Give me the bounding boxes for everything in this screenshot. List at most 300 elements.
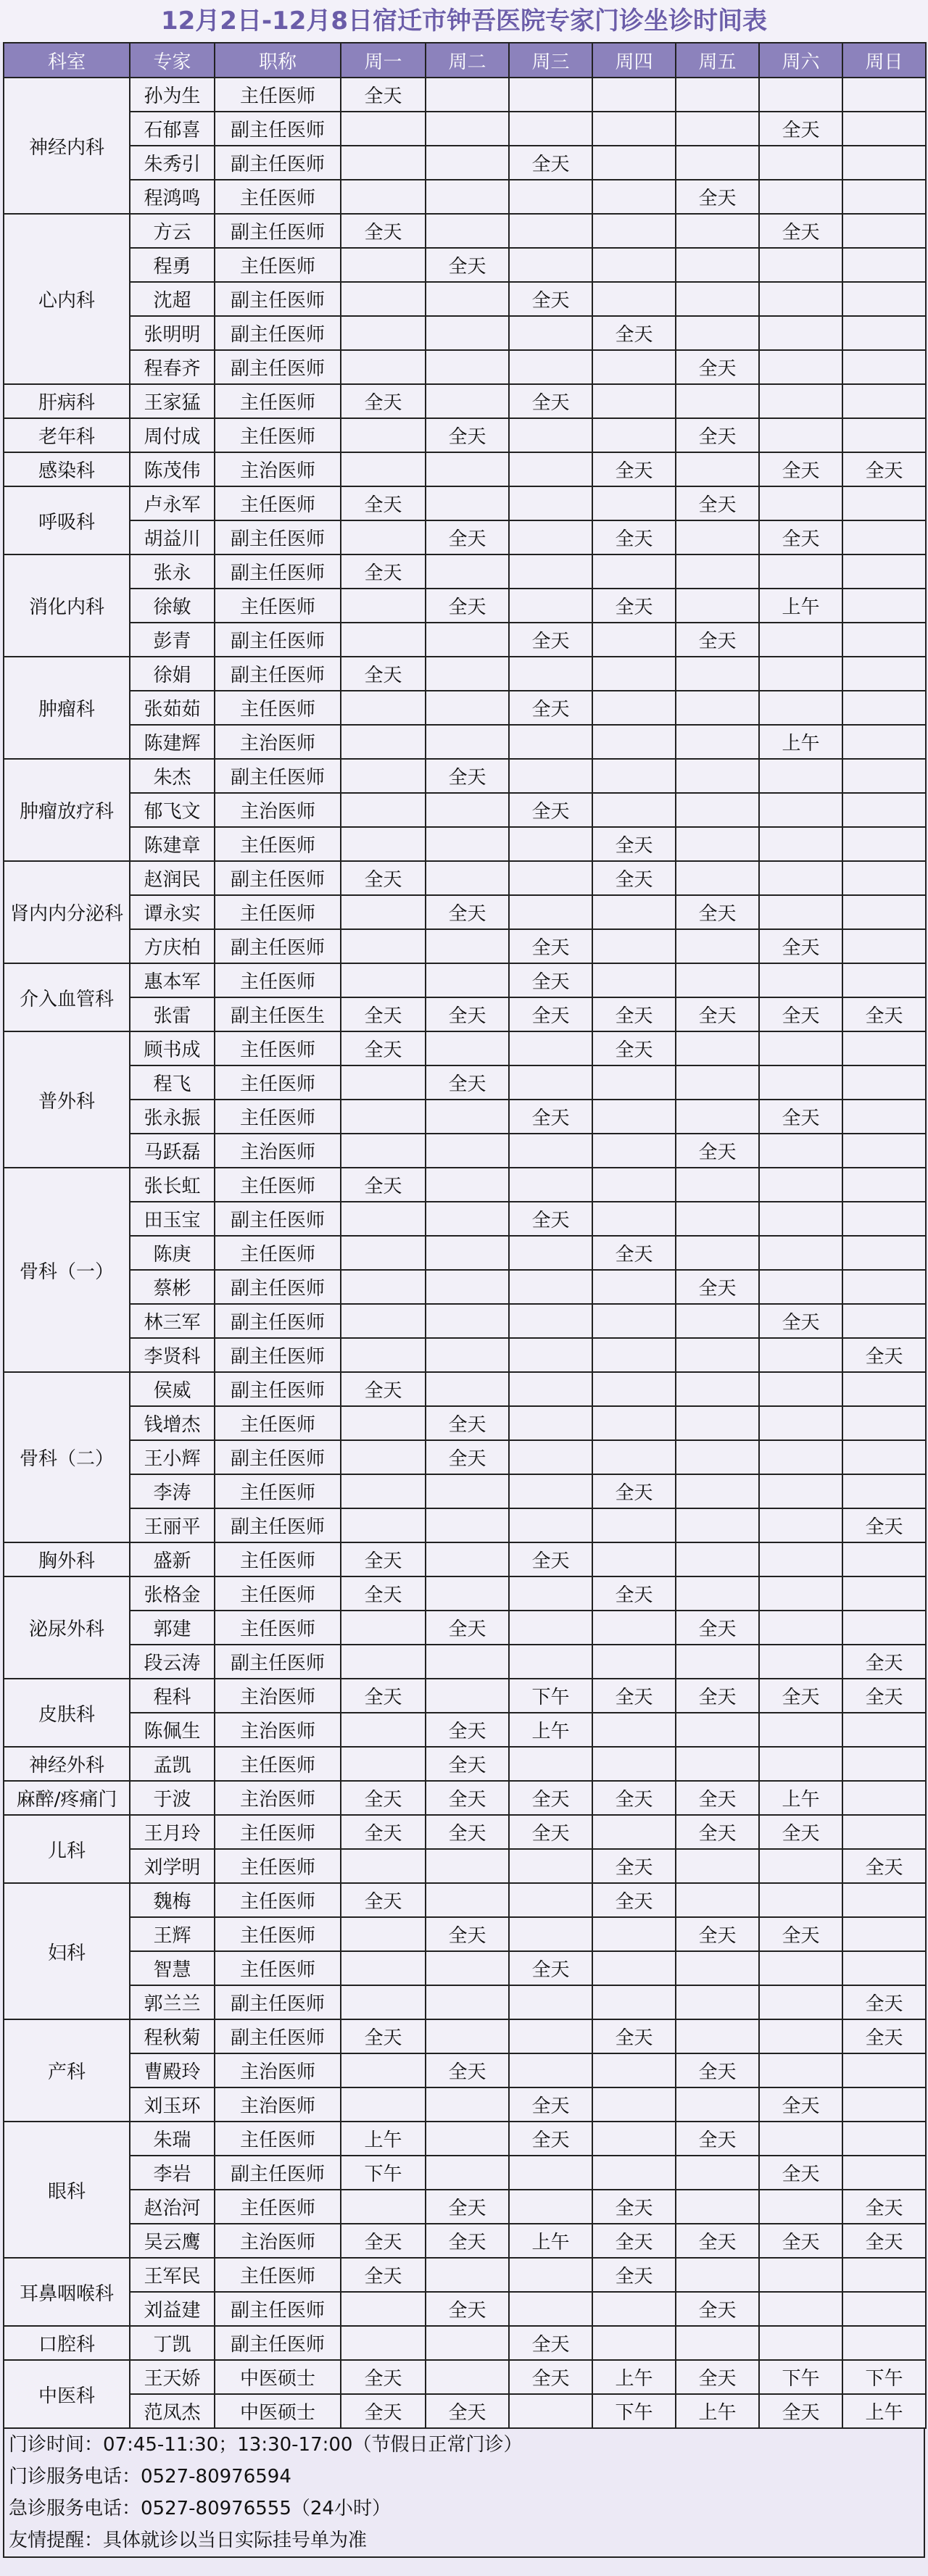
service-phone: 门诊服务电话：0527-80976594 [9,2466,291,2488]
schedule-cell-wed [509,657,592,691]
schedule-cell-tue [426,1679,509,1713]
schedule-cell-thu: 全天 [592,452,676,486]
schedule-cell-mon [341,1951,426,1985]
table-row [4,2019,926,2053]
schedule-cell-thu [592,1951,676,1985]
expert-name-cell: 石郁喜 [130,112,215,146]
schedule-cell-tue: 全天 [426,1065,509,1100]
schedule-cell-sat [759,1236,842,1270]
schedule-cell-sat [759,1440,842,1474]
expert-name-cell: 徐娟 [130,657,215,691]
schedule-cell-thu [592,1168,676,1202]
schedule-cell-wed: 全天 [509,2122,592,2156]
schedule-cell-sat [759,1474,842,1508]
title-cell: 主任医师 [215,895,341,929]
schedule-cell-fri [676,2019,759,2053]
schedule-cell-thu [592,112,676,146]
schedule-cell-mon: 全天 [341,2258,426,2292]
schedule-cell-tue [426,861,509,895]
expert-name-cell: 程勇 [130,248,215,282]
schedule-cell-wed [509,1134,592,1168]
title-cell: 主任医师 [215,1815,341,1849]
schedule-cell-wed [509,861,592,895]
department-cell: 胸外科 [4,1542,130,1576]
expert-name-cell: 钱增杰 [130,1406,215,1440]
schedule-cell-sat [759,1065,842,1100]
schedule-cell-mon [341,146,426,180]
title-cell: 主任医师 [215,384,341,418]
schedule-cell-fri [676,1883,759,1917]
schedule-cell-thu [592,1815,676,1849]
schedule-cell-tue [426,2258,509,2292]
schedule-cell-fri: 全天 [676,418,759,452]
title-cell: 主任医师 [215,2122,341,2156]
schedule-cell-wed [509,1576,592,1611]
schedule-cell-tue: 全天 [426,1406,509,1440]
schedule-cell-tue [426,691,509,725]
schedule-cell-mon [341,2087,426,2122]
schedule-cell-mon [341,112,426,146]
title-cell: 副主任医师 [215,146,341,180]
table-row [4,1542,926,1576]
schedule-cell-sat [759,895,842,929]
title-cell: 副主任医师 [215,861,341,895]
schedule-cell-wed: 全天 [509,929,592,963]
schedule-cell-tue: 全天 [426,1713,509,1747]
schedule-cell-sun [842,1951,926,1985]
expert-name-cell: 郭兰兰 [130,1985,215,2019]
table-row [4,657,926,691]
schedule-cell-wed [509,1236,592,1270]
schedule-cell-sun [842,146,926,180]
schedule-cell-sun [842,282,926,316]
schedule-cell-sat: 全天 [759,112,842,146]
schedule-cell-sun [842,1236,926,1270]
table-row [4,1645,926,1679]
department-cell: 老年科 [4,418,130,452]
schedule-cell-tue: 全天 [426,2224,509,2258]
schedule-cell-thu: 全天 [592,1576,676,1611]
schedule-cell-sun [842,929,926,963]
schedule-cell-thu [592,1065,676,1100]
schedule-cell-mon: 全天 [341,1542,426,1576]
schedule-cell-wed [509,316,592,350]
schedule-cell-tue [426,350,509,384]
table-row [4,725,926,759]
expert-name-cell: 程飞 [130,1065,215,1100]
schedule-cell-thu [592,1406,676,1440]
expert-name-cell: 张明明 [130,316,215,350]
schedule-cell-fri: 全天 [676,997,759,1031]
title-cell: 主任医师 [215,963,341,997]
schedule-cell-tue: 全天 [426,1440,509,1474]
expert-name-cell: 魏梅 [130,1883,215,1917]
schedule-cell-thu [592,2053,676,2087]
schedule-cell-wed [509,2053,592,2087]
title-cell: 副主任医师 [215,1372,341,1406]
expert-name-cell: 范凤杰 [130,2394,215,2428]
schedule-cell-fri [676,554,759,589]
schedule-cell-thu [592,963,676,997]
schedule-cell-thu [592,657,676,691]
schedule-cell-mon [341,1270,426,1304]
reminder-note: 友情提醒：具体就诊以当日实际挂号单为准 [9,2530,368,2551]
schedule-cell-wed [509,725,592,759]
table-row [4,1202,926,1236]
expert-name-cell: 陈佩生 [130,1713,215,1747]
schedule-cell-sat: 全天 [759,929,842,963]
schedule-cell-fri [676,691,759,725]
expert-name-cell: 孙为生 [130,78,215,112]
schedule-cell-sun [842,112,926,146]
schedule-cell-sat [759,1542,842,1576]
schedule-cell-tue [426,963,509,997]
expert-name-cell: 吴云鹰 [130,2224,215,2258]
expert-name-cell: 朱瑞 [130,2122,215,2156]
title-cell: 主治医师 [215,2053,341,2087]
schedule-cell-sat: 全天 [759,2394,842,2428]
schedule-cell-fri [676,1849,759,1883]
schedule-cell-fri [676,1304,759,1338]
expert-name-cell: 陈建章 [130,827,215,861]
schedule-cell-wed [509,759,592,793]
schedule-cell-thu [592,1134,676,1168]
schedule-cell-tue [426,623,509,657]
schedule-cell-sat [759,2190,842,2224]
schedule-cell-sat: 全天 [759,1679,842,1713]
schedule-cell-wed [509,78,592,112]
expert-name-cell: 段云涛 [130,1645,215,1679]
schedule-cell-wed: 全天 [509,1951,592,1985]
schedule-cell-mon: 全天 [341,1576,426,1611]
schedule-cell-thu [592,1985,676,2019]
schedule-cell-wed [509,1338,592,1372]
title-cell: 主任医师 [215,418,341,452]
schedule-cell-mon: 全天 [341,486,426,520]
schedule-cell-mon [341,691,426,725]
schedule-cell-sun [842,827,926,861]
schedule-cell-sat [759,1372,842,1406]
schedule-cell-sun [842,759,926,793]
table-row [4,1985,926,2019]
schedule-cell-sun [842,1576,926,1611]
schedule-cell-tue [426,316,509,350]
title-cell: 副主任医师 [215,2156,341,2190]
schedule-cell-fri [676,112,759,146]
department-cell: 消化内科 [4,554,130,657]
schedule-cell-sat [759,623,842,657]
schedule-cell-sat [759,2292,842,2326]
schedule-cell-sun [842,2326,926,2360]
title-cell: 中医硕士 [215,2394,341,2428]
schedule-cell-thu [592,691,676,725]
schedule-cell-wed [509,1849,592,1883]
schedule-cell-sun: 全天 [842,2224,926,2258]
schedule-cell-mon: 下午 [341,2156,426,2190]
expert-name-cell: 李贤科 [130,1338,215,1372]
schedule-cell-fri [676,1031,759,1065]
schedule-cell-thu [592,180,676,214]
schedule-cell-tue [426,1372,509,1406]
schedule-cell-wed [509,486,592,520]
col-header-mon: 周一 [341,43,426,78]
title-cell: 主任医师 [215,1883,341,1917]
table-row [4,623,926,657]
schedule-cell-fri [676,2156,759,2190]
table-row [4,486,926,520]
schedule-cell-mon: 全天 [341,1372,426,1406]
schedule-cell-sat [759,2019,842,2053]
table-row [4,384,926,418]
table-row [4,2292,926,2326]
schedule-cell-mon [341,1849,426,1883]
schedule-cell-sat: 全天 [759,214,842,248]
schedule-cell-sun: 全天 [842,1985,926,2019]
schedule-cell-sun [842,1542,926,1576]
table-row [4,1576,926,1611]
schedule-cell-sat [759,657,842,691]
schedule-cell-fri [676,1645,759,1679]
schedule-cell-mon: 全天 [341,1168,426,1202]
schedule-cell-wed: 全天 [509,1542,592,1576]
table-row [4,759,926,793]
col-header-title: 职称 [215,43,341,78]
schedule-cell-wed [509,895,592,929]
schedule-cell-sun [842,1611,926,1645]
schedule-cell-fri [676,520,759,554]
expert-name-cell: 郁飞文 [130,793,215,827]
schedule-cell-sat [759,1645,842,1679]
schedule-cell-sun: 全天 [842,452,926,486]
expert-name-cell: 张长虹 [130,1168,215,1202]
department-cell: 麻醉/疼痛门 [4,1781,130,1815]
schedule-cell-wed [509,248,592,282]
schedule-cell-sat [759,554,842,589]
schedule-cell-wed [509,1985,592,2019]
schedule-cell-tue [426,1134,509,1168]
title-cell: 主任医师 [215,2190,341,2224]
schedule-cell-fri [676,2326,759,2360]
schedule-cell-tue: 全天 [426,2053,509,2087]
schedule-cell-sun: 全天 [842,997,926,1031]
schedule-cell-wed [509,1645,592,1679]
schedule-cell-fri [676,725,759,759]
schedule-cell-thu [592,1713,676,1747]
schedule-cell-tue [426,2360,509,2394]
schedule-cell-tue [426,1304,509,1338]
col-header-sat: 周六 [759,43,842,78]
emergency-phone: 急诊服务电话：0527-80976555（24小时） [9,2498,391,2519]
expert-name-cell: 徐敏 [130,589,215,623]
schedule-cell-wed [509,1270,592,1304]
schedule-cell-wed: 下午 [509,1679,592,1713]
schedule-cell-sat [759,418,842,452]
table-row [4,1849,926,1883]
table-row [4,520,926,554]
department-cell: 口腔科 [4,2326,130,2360]
table-row [4,180,926,214]
table-row [4,112,926,146]
schedule-cell-wed [509,1747,592,1781]
col-header-thu: 周四 [592,43,676,78]
table-row [4,1236,926,1270]
schedule-cell-mon [341,1985,426,2019]
table-row [4,2087,926,2122]
expert-name-cell: 刘益建 [130,2292,215,2326]
schedule-cell-wed: 全天 [509,146,592,180]
table-row [4,1781,926,1815]
schedule-cell-fri [676,657,759,691]
schedule-cell-fri: 全天 [676,1815,759,1849]
title-cell: 副主任医师 [215,554,341,589]
schedule-cell-thu: 全天 [592,2190,676,2224]
expert-name-cell: 智慧 [130,1951,215,1985]
schedule-cell-thu: 全天 [592,997,676,1031]
schedule-cell-wed: 上午 [509,2224,592,2258]
schedule-cell-fri [676,2087,759,2122]
expert-name-cell: 陈建辉 [130,725,215,759]
schedule-cell-fri [676,248,759,282]
schedule-cell-mon: 全天 [341,997,426,1031]
schedule-cell-thu [592,1100,676,1134]
schedule-cell-fri: 全天 [676,1781,759,1815]
schedule-cell-mon [341,1474,426,1508]
schedule-cell-fri [676,1406,759,1440]
expert-name-cell: 王月玲 [130,1815,215,1849]
expert-name-cell: 张永振 [130,1100,215,1134]
col-header-wed: 周三 [509,43,592,78]
schedule-cell-sun [842,1100,926,1134]
schedule-cell-tue: 全天 [426,418,509,452]
department-cell: 肾内内分泌科 [4,861,130,963]
schedule-cell-fri: 全天 [676,1611,759,1645]
col-header-department: 科室 [4,43,130,78]
schedule-cell-fri [676,1100,759,1134]
department-cell: 神经外科 [4,1747,130,1781]
expert-name-cell: 顾书成 [130,1031,215,1065]
schedule-cell-fri [676,1747,759,1781]
schedule-cell-tue [426,1951,509,1985]
schedule-cell-tue [426,725,509,759]
schedule-cell-thu: 全天 [592,2258,676,2292]
schedule-cell-mon [341,418,426,452]
schedule-cell-mon: 全天 [341,2224,426,2258]
title-cell: 副主任医师 [215,1304,341,1338]
schedule-cell-sun [842,657,926,691]
schedule-cell-tue: 全天 [426,1917,509,1951]
schedule-cell-sun [842,384,926,418]
title-cell: 主任医师 [215,1611,341,1645]
title-cell: 副主任医师 [215,316,341,350]
schedule-cell-wed [509,2019,592,2053]
table-row [4,1747,926,1781]
schedule-cell-wed: 全天 [509,1815,592,1849]
schedule-cell-tue [426,1031,509,1065]
title-cell: 主治医师 [215,1781,341,1815]
schedule-cell-thu [592,1338,676,1372]
schedule-cell-fri [676,282,759,316]
schedule-cell-fri: 全天 [676,2053,759,2087]
expert-name-cell: 侯威 [130,1372,215,1406]
schedule-cell-fri [676,2258,759,2292]
schedule-cell-sat [759,1031,842,1065]
schedule-cell-mon: 全天 [341,2019,426,2053]
schedule-cell-sun [842,418,926,452]
schedule-cell-sat [759,759,842,793]
schedule-cell-mon: 上午 [341,2122,426,2156]
title-cell: 主任医师 [215,1031,341,1065]
schedule-cell-thu [592,1645,676,1679]
schedule-cell-fri [676,589,759,623]
table-row [4,2224,926,2258]
title-cell: 副主任医师 [215,1645,341,1679]
schedule-cell-wed [509,350,592,384]
schedule-cell-sat [759,1951,842,1985]
expert-name-cell: 彭青 [130,623,215,657]
schedule-cell-thu [592,282,676,316]
schedule-cell-wed [509,1917,592,1951]
schedule-cell-thu: 全天 [592,1474,676,1508]
schedule-cell-mon: 全天 [341,78,426,112]
schedule-cell-sun [842,2087,926,2122]
department-cell: 骨科（一） [4,1168,130,1372]
schedule-cell-sun: 全天 [842,2019,926,2053]
title-cell: 主任医师 [215,691,341,725]
schedule-cell-sat: 全天 [759,1100,842,1134]
schedule-cell-thu [592,1542,676,1576]
table-row [4,1474,926,1508]
schedule-cell-wed: 全天 [509,1202,592,1236]
schedule-cell-sun [842,1202,926,1236]
footer-notes [3,2429,925,2558]
schedule-cell-sat [759,1985,842,2019]
schedule-cell-thu: 全天 [592,827,676,861]
title-cell: 副主任医师 [215,929,341,963]
schedule-cell-wed [509,1440,592,1474]
schedule-cell-sat [759,2326,842,2360]
schedule-cell-thu: 全天 [592,316,676,350]
schedule-cell-tue: 全天 [426,1815,509,1849]
schedule-cell-tue: 全天 [426,759,509,793]
table-row [4,963,926,997]
schedule-cell-wed [509,418,592,452]
department-cell: 肿瘤放疗科 [4,759,130,861]
department-cell: 肝病科 [4,384,130,418]
title-cell: 主任医师 [215,589,341,623]
schedule-cell-tue [426,1576,509,1611]
expert-name-cell: 王辉 [130,1917,215,1951]
schedule-cell-thu: 上午 [592,2360,676,2394]
schedule-cell-fri: 全天 [676,350,759,384]
title-cell: 副主任医生 [215,997,341,1031]
table-row [4,1031,926,1065]
schedule-cell-sat: 全天 [759,452,842,486]
schedule-cell-tue [426,112,509,146]
schedule-cell-sat [759,793,842,827]
schedule-cell-wed [509,214,592,248]
schedule-cell-mon [341,1917,426,1951]
schedule-cell-sat: 全天 [759,2087,842,2122]
schedule-cell-wed [509,1508,592,1542]
schedule-cell-sat: 全天 [759,1815,842,1849]
schedule-cell-sun [842,1713,926,1747]
schedule-cell-tue: 全天 [426,2190,509,2224]
schedule-cell-mon: 全天 [341,1781,426,1815]
schedule-cell-sat [759,2258,842,2292]
schedule-cell-tue: 全天 [426,2292,509,2326]
title-cell: 副主任医师 [215,350,341,384]
expert-name-cell: 程春齐 [130,350,215,384]
